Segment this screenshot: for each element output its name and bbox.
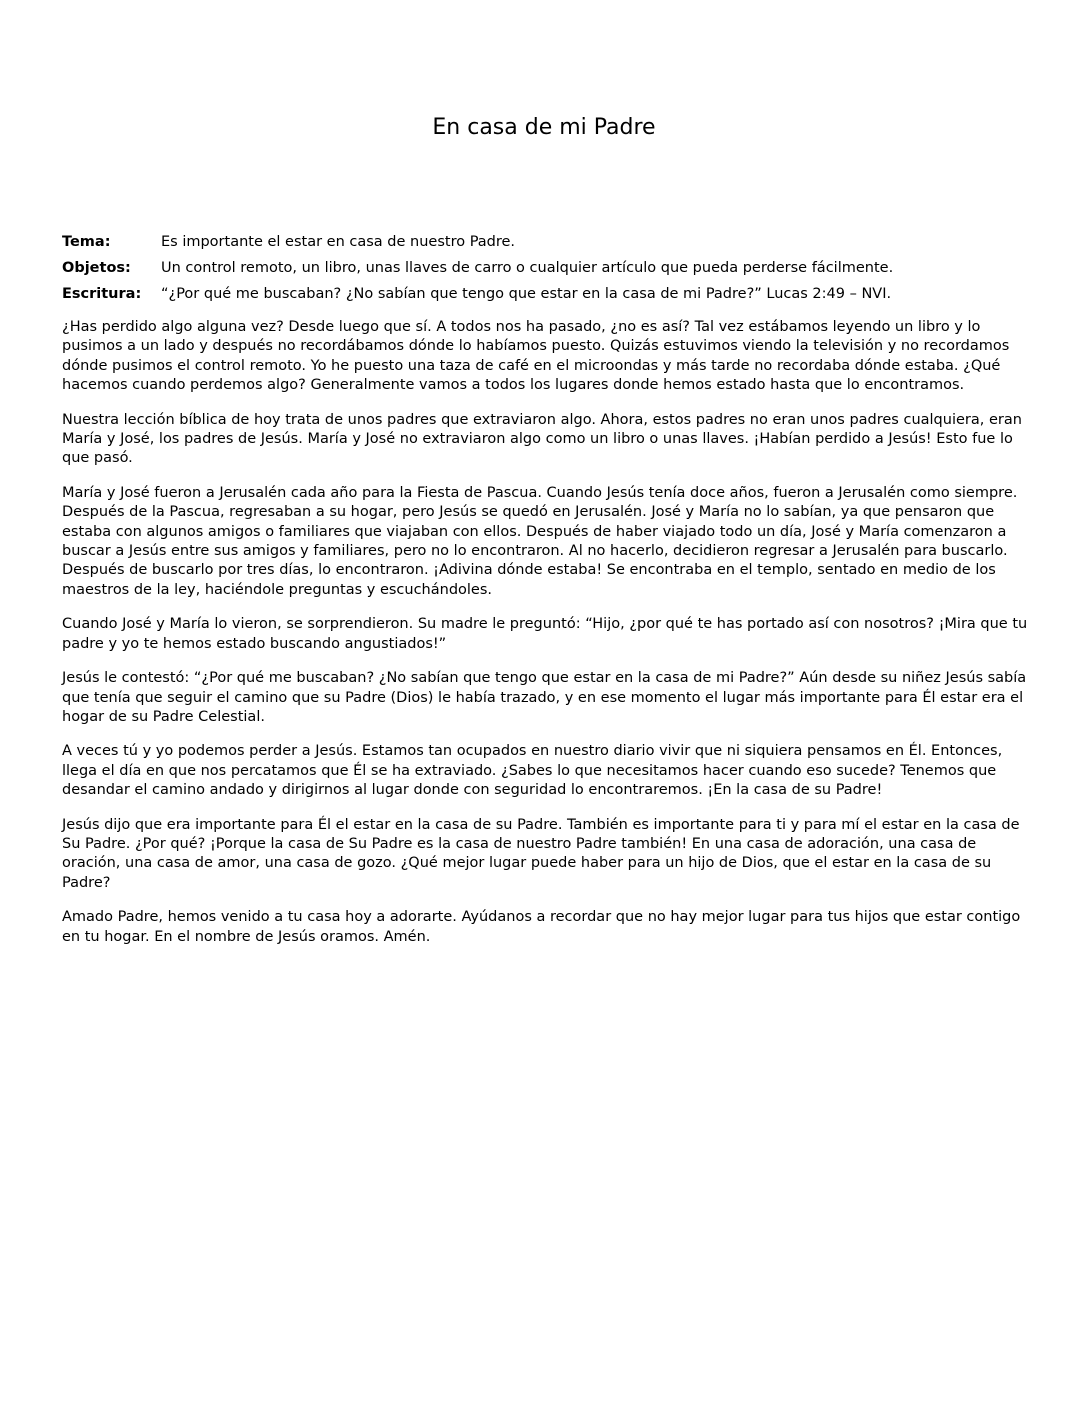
meta-value: “¿Por qué me buscaban? ¿No sabían que tengo que estar en la casa de mi Padre?” Lucas 2:49 – NVI. [161,286,892,302]
body-paragraph: Jesús le contestó: “¿Por qué me buscaban? ¿No sabían que tengo que estar en la casa de mi Padre?” Aún desde su niñez Jesús sabía que tenía que seguir el camino que su Padre (Dios) le había trazado, y en ese momento el lugar más importante para Él estar era el hogar de su Padre Celestial. [62,670,1027,725]
meta-label: Escritura: [62,286,142,302]
body-paragraph: Jesús dijo que era importante para Él el estar en la casa de su Padre. También es importante para ti y para mí el estar en la casa de Su Padre. ¿Por qué? ¡Porque la casa de Su Padre es la casa de nuestro Padre también! En una casa de adoración, una casa de oración, una casa de amor, una casa de gozo. ¿Qué mejor lugar puede haber para un hijo de Dios, que el estar en la casa de su Padre? [62,816,1020,891]
body-paragraph: Nuestra lección bíblica de hoy trata de unos padres que extraviaron algo. Ahora, estos padres no eran unos padres cualquiera, eran María y José, los padres de Jesús. María y José no extraviaron algo como un libro o unas llaves. ¡Habían perdido a Jesús! Esto fue lo que pasó. [62,411,1022,467]
page-title: En casa de mi Padre [432,115,656,140]
meta-row-objetos [62,258,1042,278]
body-paragraph: ¿Has perdido algo alguna vez? Desde luego que sí. A todos nos ha pasado, ¿no es así? Tal vez estábamos leyendo un libro y lo pusimos a un lado y después no recordábamos dónde lo habíamos puesto. Quizás estuvimos viendo la televisión y no recordamos dónde pusimos el control remoto. Yo he puesto una taza de café en el microondas y más tarde no recordaba dónde estaba. ¿Qué hacemos cuando perdemos algo? Generalmente vamos a todos los lugares donde hemos estado hasta que lo encontramos. [62,319,1010,394]
meta-label: Objetos: [62,260,131,276]
body-paragraph: María y José fueron a Jerusalén cada año para la Fiesta de Pascua. Cuando Jesús tenía doce años, fueron a Jerusalén como siempre. Después de la Pascua, regresaban a su hogar, pero Jesús se quedó en Jerusalén. José y María no lo sabían, ya que pensaron que estaba con algunos amigos o familiares que viajaban con ellos. Después de haber viajado todo un día, José y María comenzaron a buscar a Jesús entre sus amigos y familiares, pero no lo encontraron. Al no hacerlo, decidieron regresar a Jerusalén para buscarlo. Después de buscarlo por tres días, lo encontraron. ¡Adivina dónde estaba! Se encontraba en el templo, sentado en medio de los maestros de la ley, haciéndole preguntas y escuchándoles. [62,484,1018,598]
body-paragraph: A veces tú y yo podemos perder a Jesús. Estamos tan ocupados en nuestro diario vivir que ni siquiera pensamos en Él. Entonces, llega el día en que nos percatamos que Él se ha extraviado. ¿Sabes lo que necesitamos hacer cuando eso sucede? Tenemos que desandar el camino andado y dirigirnos al lugar donde con seguridad lo encontraremos. ¡En la casa de su Padre! [62,743,1003,799]
meta-value: Un control remoto, un libro, unas llaves de carro o cualquier artículo que pueda perderse fácilmente. [161,260,894,276]
meta-value: Es importante el estar en casa de nuestro Padre. [161,234,516,250]
lesson-body [62,318,1034,962]
meta-row-escritura [62,284,1042,304]
prayer-paragraph: Amado Padre, hemos venido a tu casa hoy a adorarte. Ayúdanos a recordar que no hay mejor lugar para tus hijos que estar contigo en tu hogar. En el nombre de Jesús oramos. Amén. [62,909,1021,945]
meta-label: Tema: [62,234,111,250]
body-paragraph: Cuando José y María lo vieron, se sorprendieron. Su madre le preguntó: “Hijo, ¿por qué te has portado así con nosotros? ¡Mira que tu padre y yo te hemos estado buscando angustiados!” [62,616,1028,652]
lesson-meta [62,232,1042,310]
meta-row-tema [62,232,1042,252]
